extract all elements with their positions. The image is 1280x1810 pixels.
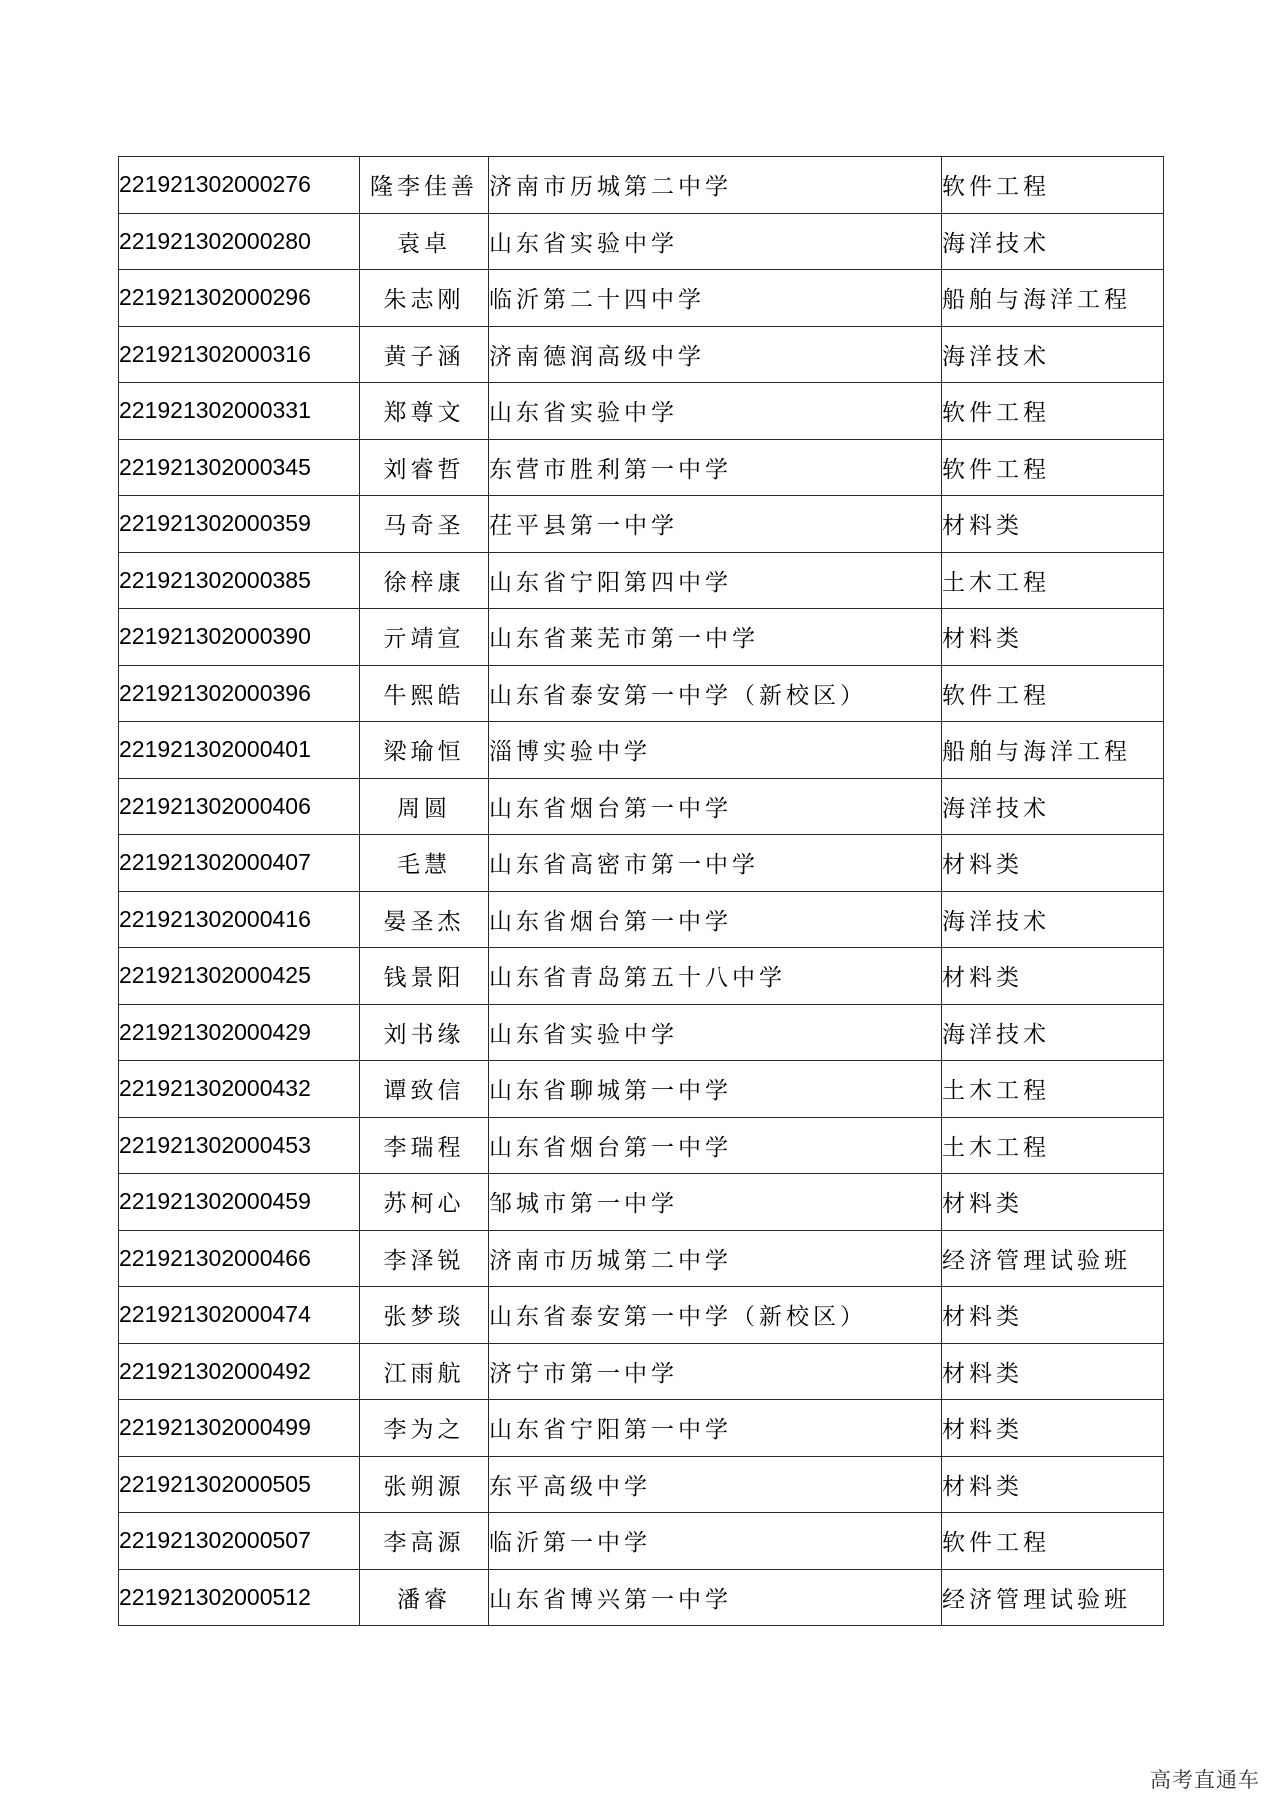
student-name-cell: 刘睿哲	[360, 439, 489, 496]
school-name-cell: 邹城市第一中学	[489, 1174, 942, 1231]
school-name-cell: 济宁市第一中学	[489, 1343, 942, 1400]
candidate-id-cell: 221921302000390	[119, 609, 360, 666]
table-row	[119, 213, 1164, 270]
table-row	[119, 948, 1164, 1005]
candidate-id-cell: 221921302000425	[119, 948, 360, 1005]
school-name-cell: 山东省实验中学	[489, 213, 942, 270]
table-row	[119, 1456, 1164, 1513]
student-name-cell: 牛熙皓	[360, 665, 489, 722]
student-name-cell: 李瑞程	[360, 1117, 489, 1174]
school-name-cell: 山东省青岛第五十八中学	[489, 948, 942, 1005]
table-row	[119, 722, 1164, 779]
major-cell: 海洋技术	[942, 326, 1164, 383]
candidate-id-cell: 221921302000507	[119, 1513, 360, 1570]
candidate-id-cell: 221921302000474	[119, 1287, 360, 1344]
candidate-id-cell: 221921302000316	[119, 326, 360, 383]
school-name-cell: 东营市胜利第一中学	[489, 439, 942, 496]
candidate-id-cell: 221921302000359	[119, 496, 360, 553]
candidate-id-cell: 221921302000407	[119, 835, 360, 892]
candidate-id-cell: 221921302000505	[119, 1456, 360, 1513]
school-name-cell: 济南市历城第二中学	[489, 1230, 942, 1287]
table-row	[119, 326, 1164, 383]
student-name-cell: 朱志刚	[360, 270, 489, 327]
student-name-cell: 钱景阳	[360, 948, 489, 1005]
candidate-id-cell: 221921302000466	[119, 1230, 360, 1287]
candidate-id-cell: 221921302000492	[119, 1343, 360, 1400]
table-row	[119, 665, 1164, 722]
school-name-cell: 临沂第一中学	[489, 1513, 942, 1570]
table-row	[119, 270, 1164, 327]
candidate-id-cell: 221921302000401	[119, 722, 360, 779]
major-cell: 材料类	[942, 496, 1164, 553]
major-cell: 海洋技术	[942, 213, 1164, 270]
school-name-cell: 山东省高密市第一中学	[489, 835, 942, 892]
major-cell: 经济管理试验班	[942, 1569, 1164, 1626]
major-cell: 船舶与海洋工程	[942, 270, 1164, 327]
table-row	[119, 1343, 1164, 1400]
school-name-cell: 山东省泰安第一中学（新校区）	[489, 665, 942, 722]
table-row	[119, 1117, 1164, 1174]
table-row	[119, 891, 1164, 948]
major-cell: 材料类	[942, 1174, 1164, 1231]
major-cell: 海洋技术	[942, 778, 1164, 835]
table-row	[119, 1061, 1164, 1118]
table-row	[119, 1513, 1164, 1570]
table-row	[119, 1174, 1164, 1231]
student-name-cell: 苏柯心	[360, 1174, 489, 1231]
school-name-cell: 山东省宁阳第四中学	[489, 552, 942, 609]
candidate-id-cell: 221921302000345	[119, 439, 360, 496]
school-name-cell: 东平高级中学	[489, 1456, 942, 1513]
candidate-id-cell: 221921302000432	[119, 1061, 360, 1118]
school-name-cell: 淄博实验中学	[489, 722, 942, 779]
school-name-cell: 茌平县第一中学	[489, 496, 942, 553]
candidate-id-cell: 221921302000406	[119, 778, 360, 835]
student-name-cell: 周圆	[360, 778, 489, 835]
student-name-cell: 黄子涵	[360, 326, 489, 383]
table-row	[119, 439, 1164, 496]
student-name-cell: 谭致信	[360, 1061, 489, 1118]
major-cell: 土木工程	[942, 1117, 1164, 1174]
school-name-cell: 山东省莱芜市第一中学	[489, 609, 942, 666]
school-name-cell: 山东省烟台第一中学	[489, 891, 942, 948]
student-name-cell: 晏圣杰	[360, 891, 489, 948]
table-row	[119, 1400, 1164, 1457]
major-cell: 材料类	[942, 609, 1164, 666]
major-cell: 材料类	[942, 948, 1164, 1005]
table-row	[119, 1287, 1164, 1344]
candidate-id-cell: 221921302000459	[119, 1174, 360, 1231]
table-row	[119, 1569, 1164, 1626]
major-cell: 材料类	[942, 1456, 1164, 1513]
table-row	[119, 383, 1164, 440]
candidate-id-cell: 221921302000429	[119, 1004, 360, 1061]
student-name-cell: 张朔源	[360, 1456, 489, 1513]
major-cell: 土木工程	[942, 1061, 1164, 1118]
candidate-id-cell: 221921302000331	[119, 383, 360, 440]
major-cell: 材料类	[942, 1400, 1164, 1457]
student-name-cell: 江雨航	[360, 1343, 489, 1400]
table-row	[119, 157, 1164, 214]
table-row	[119, 609, 1164, 666]
major-cell: 软件工程	[942, 157, 1164, 214]
admission-list-table	[118, 156, 1164, 1626]
table-row	[119, 1230, 1164, 1287]
student-name-cell: 隆李佳善	[360, 157, 489, 214]
student-name-cell: 梁瑜恒	[360, 722, 489, 779]
major-cell: 材料类	[942, 1343, 1164, 1400]
major-cell: 海洋技术	[942, 1004, 1164, 1061]
major-cell: 材料类	[942, 835, 1164, 892]
school-name-cell: 山东省泰安第一中学（新校区）	[489, 1287, 942, 1344]
school-name-cell: 山东省宁阳第一中学	[489, 1400, 942, 1457]
major-cell: 软件工程	[942, 1513, 1164, 1570]
candidate-id-cell: 221921302000453	[119, 1117, 360, 1174]
candidate-id-cell: 221921302000385	[119, 552, 360, 609]
candidate-id-cell: 221921302000396	[119, 665, 360, 722]
school-name-cell: 山东省烟台第一中学	[489, 1117, 942, 1174]
major-cell: 海洋技术	[942, 891, 1164, 948]
major-cell: 软件工程	[942, 439, 1164, 496]
candidate-id-cell: 221921302000512	[119, 1569, 360, 1626]
student-name-cell: 袁卓	[360, 213, 489, 270]
student-name-cell: 亓靖宣	[360, 609, 489, 666]
school-name-cell: 山东省烟台第一中学	[489, 778, 942, 835]
student-name-cell: 李泽锐	[360, 1230, 489, 1287]
student-name-cell: 毛慧	[360, 835, 489, 892]
major-cell: 软件工程	[942, 383, 1164, 440]
student-name-cell: 郑尊文	[360, 383, 489, 440]
school-name-cell: 山东省博兴第一中学	[489, 1569, 942, 1626]
school-name-cell: 山东省实验中学	[489, 383, 942, 440]
major-cell: 船舶与海洋工程	[942, 722, 1164, 779]
school-name-cell: 临沂第二十四中学	[489, 270, 942, 327]
admission-list-body	[119, 157, 1164, 1626]
school-name-cell: 济南德润高级中学	[489, 326, 942, 383]
school-name-cell: 济南市历城第二中学	[489, 157, 942, 214]
student-name-cell: 马奇圣	[360, 496, 489, 553]
major-cell: 土木工程	[942, 552, 1164, 609]
table-row	[119, 778, 1164, 835]
table-row	[119, 835, 1164, 892]
candidate-id-cell: 221921302000276	[119, 157, 360, 214]
school-name-cell: 山东省实验中学	[489, 1004, 942, 1061]
table-row	[119, 552, 1164, 609]
candidate-id-cell: 221921302000296	[119, 270, 360, 327]
table-row	[119, 496, 1164, 553]
student-name-cell: 李为之	[360, 1400, 489, 1457]
candidate-id-cell: 221921302000416	[119, 891, 360, 948]
student-name-cell: 潘睿	[360, 1569, 489, 1626]
student-name-cell: 李高源	[360, 1513, 489, 1570]
major-cell: 材料类	[942, 1287, 1164, 1344]
major-cell: 经济管理试验班	[942, 1230, 1164, 1287]
candidate-id-cell: 221921302000280	[119, 213, 360, 270]
table-row	[119, 1004, 1164, 1061]
student-name-cell: 刘书缘	[360, 1004, 489, 1061]
school-name-cell: 山东省聊城第一中学	[489, 1061, 942, 1118]
student-name-cell: 张梦琰	[360, 1287, 489, 1344]
student-name-cell: 徐梓康	[360, 552, 489, 609]
watermark-logo: 高考直通车	[1150, 1768, 1260, 1792]
major-cell: 软件工程	[942, 665, 1164, 722]
candidate-id-cell: 221921302000499	[119, 1400, 360, 1457]
